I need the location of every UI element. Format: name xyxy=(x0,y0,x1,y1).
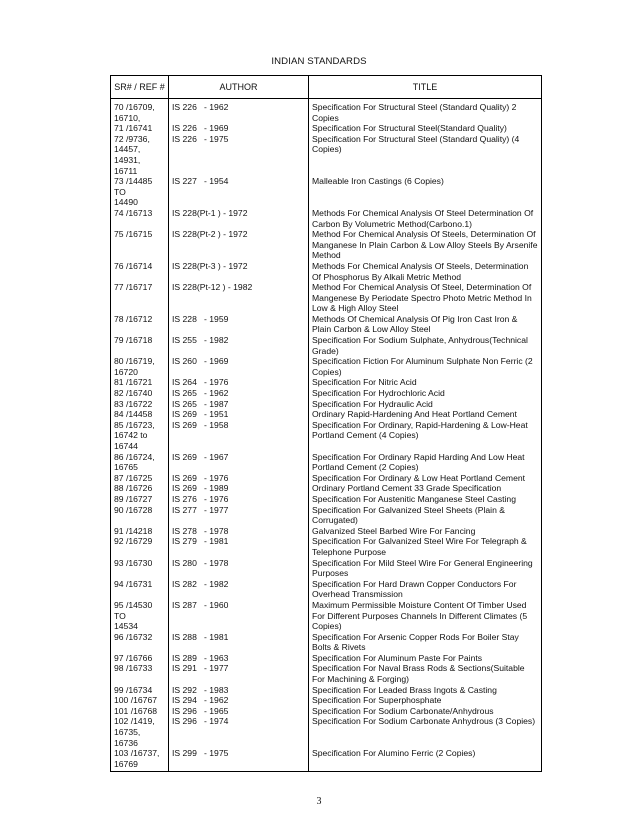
table-row xyxy=(111,505,542,526)
author-cell: IS 228 - 1959 xyxy=(169,314,309,335)
title-cell: Specification For Structural Steel (Standard Quality) (4 Copies) xyxy=(309,134,542,176)
title-cell: Specification For Sodium Sulphate, Anhydrous(Technical Grade) xyxy=(309,335,542,356)
sr-ref-cell: 101 /16768 xyxy=(111,706,169,717)
title-cell: Specification For Hydrochloric Acid xyxy=(309,388,542,399)
table-row xyxy=(111,208,542,229)
table-row xyxy=(111,134,542,176)
title-cell: Specification For Ordinary, Rapid-Hardening & Low-Heat Portland Cement (4 Copies) xyxy=(309,420,542,452)
sr-ref-cell: 80 /16719, 16720 xyxy=(111,356,169,377)
author-cell: IS 279 - 1981 xyxy=(169,536,309,557)
title-cell: Specification For Structural Steel(Standard Quality) xyxy=(309,123,542,134)
table-row xyxy=(111,420,542,452)
table-row xyxy=(111,494,542,505)
author-cell: IS 269 - 1967 xyxy=(169,452,309,473)
author-cell: IS 269 - 1989 xyxy=(169,483,309,494)
author-cell: IS 269 - 1958 xyxy=(169,420,309,452)
sr-ref-cell: 90 /16728 xyxy=(111,505,169,526)
sr-ref-cell: 74 /16713 xyxy=(111,208,169,229)
page-title: INDIAN STANDARDS xyxy=(271,56,367,67)
author-cell: IS 265 - 1962 xyxy=(169,388,309,399)
sr-ref-cell: 84 /14458 xyxy=(111,409,169,420)
author-cell: IS 289 - 1963 xyxy=(169,653,309,664)
title-cell: Specification For Naval Brass Rods & Sections(Suitable For Machining & Forging) xyxy=(309,663,542,684)
table-row xyxy=(111,123,542,134)
table-row xyxy=(111,314,542,335)
table-row xyxy=(111,706,542,717)
sr-ref-cell: 70 /16709, 16710, xyxy=(111,99,169,124)
sr-ref-cell: 71 /16741 xyxy=(111,123,169,134)
title-cell: Specification For Aluminum Paste For Paints xyxy=(309,653,542,664)
sr-ref-cell: 78 /16712 xyxy=(111,314,169,335)
title-cell: Specification Fiction For Aluminum Sulphate Non Ferric (2 Copies) xyxy=(309,356,542,377)
table-row xyxy=(111,748,542,772)
table-row xyxy=(111,695,542,706)
table-row xyxy=(111,409,542,420)
author-cell: IS 280 - 1978 xyxy=(169,558,309,579)
author-cell: IS 260 - 1969 xyxy=(169,356,309,377)
sr-ref-cell: 96 /16732 xyxy=(111,632,169,653)
title-cell: Specification For Alumino Ferric (2 Copies) xyxy=(309,748,542,772)
table-row xyxy=(111,473,542,484)
author-cell: IS 288 - 1981 xyxy=(169,632,309,653)
sr-ref-cell: 75 /16715 xyxy=(111,229,169,261)
title-cell: Specification For Superphosphate xyxy=(309,695,542,706)
title-cell: Galvanized Steel Barbed Wire For Fancing xyxy=(309,526,542,537)
author-cell: IS 226 - 1962 xyxy=(169,99,309,124)
author-cell: IS 265 - 1987 xyxy=(169,399,309,410)
author-cell: IS 269 - 1951 xyxy=(169,409,309,420)
author-cell: IS 264 - 1976 xyxy=(169,377,309,388)
sr-ref-cell: 85 /16723, 16742 to 16744 xyxy=(111,420,169,452)
author-cell: IS 282 - 1982 xyxy=(169,579,309,600)
table-row xyxy=(111,377,542,388)
table-row xyxy=(111,282,542,314)
sr-ref-cell: 89 /16727 xyxy=(111,494,169,505)
sr-ref-cell: 77 /16717 xyxy=(111,282,169,314)
title-cell: Specification For Sodium Carbonate Anhydrous (3 Copies) xyxy=(309,716,542,748)
table-row xyxy=(111,483,542,494)
title-cell: Malleable Iron Castings (6 Copies) xyxy=(309,176,542,208)
table-row xyxy=(111,399,542,410)
table-row xyxy=(111,99,542,124)
author-cell: IS 228(Pt-3 ) - 1972 xyxy=(169,261,309,282)
sr-ref-cell: 92 /16729 xyxy=(111,536,169,557)
page-number: 3 xyxy=(316,796,322,807)
sr-ref-cell: 81 /16721 xyxy=(111,377,169,388)
sr-ref-cell: 99 /16734 xyxy=(111,685,169,696)
header-sr-ref: SR# / REF # xyxy=(111,76,169,99)
table-row xyxy=(111,716,542,748)
author-cell: IS 228(Pt-12 ) - 1982 xyxy=(169,282,309,314)
sr-ref-cell: 86 /16724, 16765 xyxy=(111,452,169,473)
title-cell: Specification For Galvanized Steel Sheets (Plain & Corrugated) xyxy=(309,505,542,526)
sr-ref-cell: 87 /16725 xyxy=(111,473,169,484)
table-row xyxy=(111,229,542,261)
sr-ref-cell: 97 /16766 xyxy=(111,653,169,664)
author-cell: IS 287 - 1960 xyxy=(169,600,309,632)
author-cell: IS 296 - 1965 xyxy=(169,706,309,717)
author-cell: IS 294 - 1962 xyxy=(169,695,309,706)
table-row xyxy=(111,356,542,377)
table-row xyxy=(111,632,542,653)
author-cell: IS 228(Pt-1 ) - 1972 xyxy=(169,208,309,229)
title-cell: Maximum Permissible Moisture Content Of Timber Used For Different Purposes Channels In Different Climates (5 Copies) xyxy=(309,600,542,632)
title-cell: Specification For Hard Drawn Copper Conductors For Overhead Transmission xyxy=(309,579,542,600)
title-cell: Specification For Ordinary Rapid Harding And Low Heat Portland Cement (2 Copies) xyxy=(309,452,542,473)
author-cell: IS 277 - 1977 xyxy=(169,505,309,526)
table-row xyxy=(111,579,542,600)
author-cell: IS 228(Pt-2 ) - 1972 xyxy=(169,229,309,261)
title-cell: Specification For Galvanized Steel Wire For Telegraph & Telephone Purpose xyxy=(309,536,542,557)
table-row xyxy=(111,600,542,632)
title-cell: Ordinary Rapid-Hardening And Heat Portland Cement xyxy=(309,409,542,420)
title-cell: Specification For Ordinary & Low Heat Portland Cement xyxy=(309,473,542,484)
table-row xyxy=(111,261,542,282)
author-cell: IS 255 - 1982 xyxy=(169,335,309,356)
table-row xyxy=(111,526,542,537)
sr-ref-cell: 73 /14485 TO 14490 xyxy=(111,176,169,208)
title-cell: Methods For Chemical Analysis Of Steels, Determination Of Phosphorus By Alkali Metric Method xyxy=(309,261,542,282)
author-cell: IS 269 - 1976 xyxy=(169,473,309,484)
title-cell: Specification For Structural Steel (Standard Quality) 2 Copies xyxy=(309,99,542,124)
author-cell: IS 227 - 1954 xyxy=(169,176,309,208)
header-title: TITLE xyxy=(309,76,542,99)
title-cell: Method For Chemical Analysis Of Steel, Determination Of Mangenese By Periodate Spectro Photo Metric Method In Low & High Alloy Steel xyxy=(309,282,542,314)
table-row xyxy=(111,685,542,696)
title-cell: Specification For Nitric Acid xyxy=(309,377,542,388)
sr-ref-cell: 100 /16767 xyxy=(111,695,169,706)
table-row xyxy=(111,335,542,356)
sr-ref-cell: 102 /1419, 16735, 16736 xyxy=(111,716,169,748)
sr-ref-cell: 103 /16737, 16769 xyxy=(111,748,169,772)
title-cell: Specification For Mild Steel Wire For General Engineering Purposes xyxy=(309,558,542,579)
title-cell: Specification For Leaded Brass Ingots & Casting xyxy=(309,685,542,696)
sr-ref-cell: 76 /16714 xyxy=(111,261,169,282)
table-row xyxy=(111,663,542,684)
table-row xyxy=(111,536,542,557)
table-row xyxy=(111,452,542,473)
title-cell: Ordinary Portland Cement 33 Grade Specification xyxy=(309,483,542,494)
title-cell: Methods For Chemical Analysis Of Steel Determination Of Carbon By Volumetric Method(Carbono.1) xyxy=(309,208,542,229)
sr-ref-cell: 91 /14218 xyxy=(111,526,169,537)
table-header-row xyxy=(111,76,542,99)
author-cell: IS 292 - 1983 xyxy=(169,685,309,696)
table-row xyxy=(111,558,542,579)
sr-ref-cell: 98 /16733 xyxy=(111,663,169,684)
sr-ref-cell: 93 /16730 xyxy=(111,558,169,579)
author-cell: IS 296 - 1974 xyxy=(169,716,309,748)
author-cell: IS 276 - 1976 xyxy=(169,494,309,505)
sr-ref-cell: 72 /9736, 14457, 14931, 16711 xyxy=(111,134,169,176)
header-author: AUTHOR xyxy=(169,76,309,99)
sr-ref-cell: 79 /16718 xyxy=(111,335,169,356)
title-cell: Specification For Hydraulic Acid xyxy=(309,399,542,410)
title-cell: Specification For Arsenic Copper Rods For Boiler Stay Bolts & Rivets xyxy=(309,632,542,653)
author-cell: IS 299 - 1975 xyxy=(169,748,309,772)
author-cell: IS 226 - 1969 xyxy=(169,123,309,134)
standards-table xyxy=(110,75,542,772)
author-cell: IS 226 - 1975 xyxy=(169,134,309,176)
table-body xyxy=(111,99,542,772)
title-cell: Specification For Sodium Carbonate/Anhydrous xyxy=(309,706,542,717)
sr-ref-cell: 88 /16726 xyxy=(111,483,169,494)
author-cell: IS 278 - 1978 xyxy=(169,526,309,537)
title-cell: Specification For Austenitic Manganese Steel Casting xyxy=(309,494,542,505)
sr-ref-cell: 82 /16740 xyxy=(111,388,169,399)
author-cell: IS 291 - 1977 xyxy=(169,663,309,684)
table-row xyxy=(111,388,542,399)
title-cell: Method For Chemical Analysis Of Steels, Determination Of Manganese In Plain Carbon & Low Alloy Steels By Arsenife Method xyxy=(309,229,542,261)
table-row xyxy=(111,653,542,664)
sr-ref-cell: 94 /16731 xyxy=(111,579,169,600)
title-cell: Methods Of Chemical Analysis Of Pig Iron Cast Iron & Plain Carbon & Low Alloy Steel xyxy=(309,314,542,335)
table-row xyxy=(111,176,542,208)
sr-ref-cell: 83 /16722 xyxy=(111,399,169,410)
sr-ref-cell: 95 /14530 TO 14534 xyxy=(111,600,169,632)
